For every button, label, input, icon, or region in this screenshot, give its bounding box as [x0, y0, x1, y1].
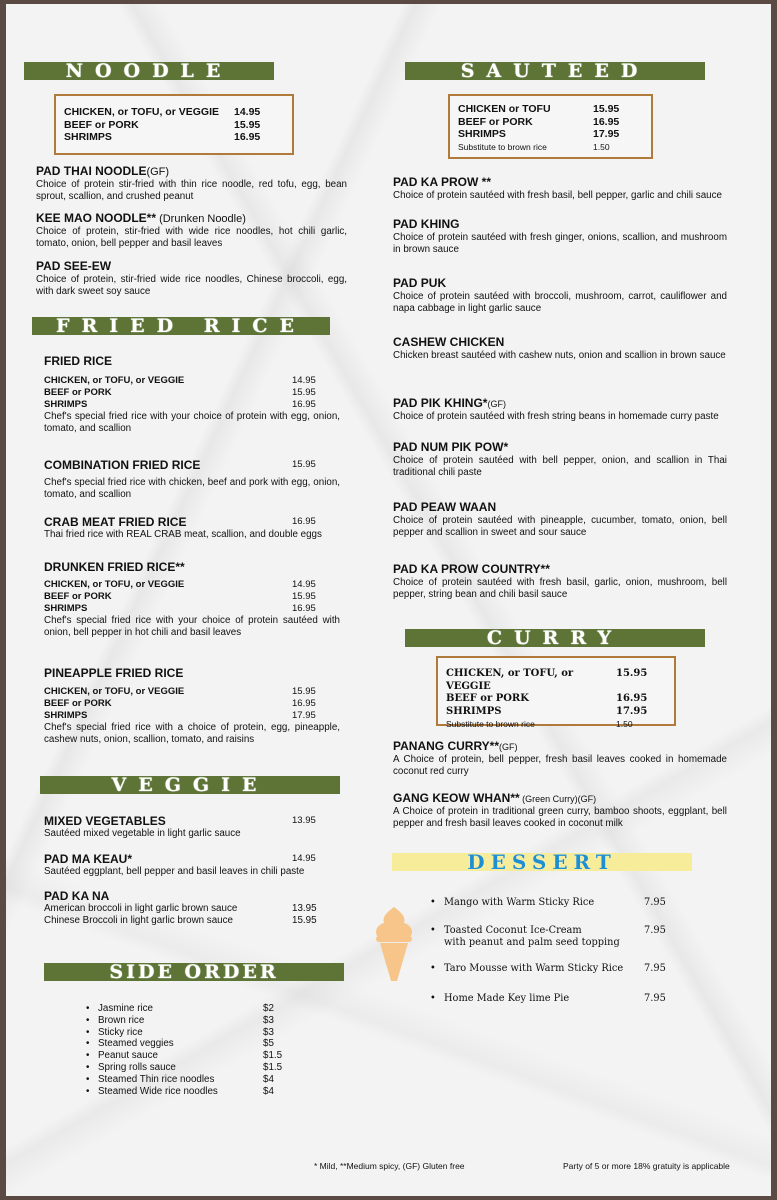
side-order-banner: SIDE ORDER [44, 963, 344, 981]
list-item: • Jasmine rice $2 [86, 1003, 274, 1014]
menu-item-pineapple: PINEAPPLE FRIED RICE CHICKEN, or TOFU, or VEGGIE 15.95 BEEF or PORK 16.95 SHRIMPS 17.95 Chef's special fried rice with a choice of protein, egg, pineapple, cashew nuts, onion, scallion, tomato, and raisins [44, 666, 340, 745]
list-item: • Toasted Coconut Ice-Cream 7.95 [430, 925, 666, 936]
noodle-banner: NOODLE [24, 62, 274, 80]
menu-item-drunken: DRUNKEN FRIED RICE** CHICKEN, or TOFU, or VEGGIE 14.95 BEEF or PORK 15.95 SHRIMPS 16.95 Chef's special fried rice with your choice of protein sautéed with onion, bell pepper in hot chili and basil leaves [44, 560, 340, 638]
spicy-note: * Mild, **Medium spicy, (GF) Gluten free [314, 1161, 465, 1171]
price-row: CHICKEN, or TOFU, or VEGGIE 15.95 [446, 668, 648, 692]
menu-item-pad-ma-keau: PAD MA KEAU* 14.95 Sautéed eggplant, bell pepper and basil leaves in chili paste [44, 852, 316, 877]
sauteed-price-box [448, 94, 653, 159]
veggie-banner: VEGGIE [40, 776, 340, 794]
curry-price-box [436, 656, 676, 729]
list-item: • Spring rolls sauce $1.5 [86, 1061, 283, 1073]
menu-item-mixed-vegetables: MIXED VEGETABLES 13.95 Sautéed mixed vegetable in light garlic sauce [44, 814, 316, 839]
list-item: • Home Made Key lime Pie 7.95 [430, 993, 666, 1004]
price-row: BEEF or PORK 15.95 [64, 118, 261, 131]
menu-item: PAD KA PROW ** Choice of protein sautéed with fresh basil, bell pepper, garlic and chili sauce [393, 175, 722, 201]
menu-item: GANG KEOW WHAN** (Green Curry)(GF) A Choice of protein in traditional green curry, bamboo shoots, eggplant, bell pepper and fresh basil leaves cooked in coconut milk [393, 791, 727, 829]
sauteed-banner: SAUTEED [405, 62, 705, 80]
menu-item: PAD NUM PIK POW* Choice of protein sautéed with bell pepper, onion, and scallion in Thai traditional chili paste [393, 440, 727, 478]
list-item: • Brown rice $3 [86, 1014, 274, 1026]
menu-item: PAD PEAW WAAN Choice of protein sautéed with pineapple, cucumber, tomato, onion, bell pepper and scallion in sweet and sour sauce [393, 500, 727, 538]
menu-item-fried-rice: FRIED RICE CHICKEN, or TOFU, or VEGGIE 14.95 BEEF or PORK 15.95 SHRIMPS 16.95 Chef's special fried rice with your choice of protein with egg, onion, tomato, and scallion [44, 354, 340, 434]
menu-item: KEE MAO NOODLE** (Drunken Noodle) Choice of protein, stir-fried with wide rice noodles, hot chili garlic, tomato, onion, bell pepper and basil leaves [36, 211, 347, 249]
list-item: • Steamed Thin rice noodles $4 [86, 1073, 274, 1085]
list-item: • Mango with Warm Sticky Rice 7.95 [430, 897, 666, 908]
price-row: SHRIMPS 17.95 [446, 705, 648, 717]
list-item: • Sticky rice $3 [86, 1026, 274, 1038]
menu-item-crab: CRAB MEAT FRIED RICE 16.95 Thai fried rice with REAL CRAB meat, scallion, and double eggs [44, 515, 322, 540]
menu-item: PAD PUK Choice of protein sautéed with broccoli, mushroom, carrot, cauliflower and napa cabbage in light garlic sauce [393, 276, 727, 314]
menu-item: PANANG CURRY**(GF) A Choice of protein, bell pepper, fresh basil leaves cooked in homemade coconut red curry [393, 739, 727, 777]
noodle-price-box [54, 94, 294, 155]
list-item: • Steamed Wide rice noodles $4 [86, 1085, 274, 1097]
price-row: Substitute to brown rice 1.50 [458, 141, 610, 152]
gratuity-note: Party of 5 or more 18% gratuity is applicable [563, 1161, 730, 1171]
menu-item: PAD KHING Choice of protein sautéed with fresh ginger, onions, scallion, and mushroom in brown sauce [393, 217, 727, 255]
ice-cream-icon [372, 905, 416, 983]
dessert-banner: DESSERT [392, 853, 692, 871]
dessert-list [430, 897, 690, 1005]
list-item: • Taro Mousse with Warm Sticky Rice 7.95 [430, 963, 666, 974]
price-row: CHICKEN or TOFU 15.95 [458, 103, 620, 115]
fried-rice-banner: FRIED RICE [32, 317, 330, 335]
menu-item: PAD THAI NOODLE(GF) Choice of protein stir-fried with thin rice noodle, red tofu, egg, bean sprout, scallion, and crushed peanut [36, 164, 347, 202]
curry-banner: CURRY [405, 629, 705, 647]
menu-item: PAD PIK KHING*(GF) Choice of protein sautéed with fresh string beans in homemade curry paste [393, 396, 719, 422]
menu-item: PAD KA PROW COUNTRY** Choice of protein sautéed with fresh basil, garlic, onion, mushroom, bell pepper, string bean and chili basil sauce [393, 562, 727, 600]
price-row: SHRIMPS 16.95 [64, 131, 261, 143]
menu-item: CASHEW CHICKEN Chicken breast sautéed with cashew nuts, onion and scallion in brown sauce [393, 335, 726, 361]
menu-item-combination: COMBINATION FRIED RICE 15.95 Chef's special fried rice with chicken, beef and pork with egg, onion, tomato, and scallion [44, 458, 340, 500]
price-row: Substitute to brown rice 1.50 [446, 719, 633, 729]
price-row: BEEF or PORK 16.95 [446, 693, 648, 704]
price-row: CHICKEN, or TOFU, or VEGGIE 14.95 [64, 106, 261, 118]
menu-item: PAD SEE-EW Choice of protein, stir-fried wide rice noodles, Chinese broccoli, egg, with dark sweet soy sauce [36, 259, 347, 297]
list-item-extra: with peanut and palm seed topping [444, 937, 620, 948]
price-row: SHRIMPS 17.95 [458, 128, 620, 140]
price-row: BEEF or PORK 16.95 [458, 115, 620, 128]
menu-item-pad-ka-na: PAD KA NA American broccoli in light garlic brown sauce 13.95 Chinese Broccoli in light garlic brown sauce 15.95 [44, 889, 317, 926]
list-item: • Peanut sauce $1.5 [86, 1050, 283, 1062]
list-item: • Steamed veggies $5 [86, 1038, 274, 1050]
side-order-list [86, 1003, 306, 1097]
